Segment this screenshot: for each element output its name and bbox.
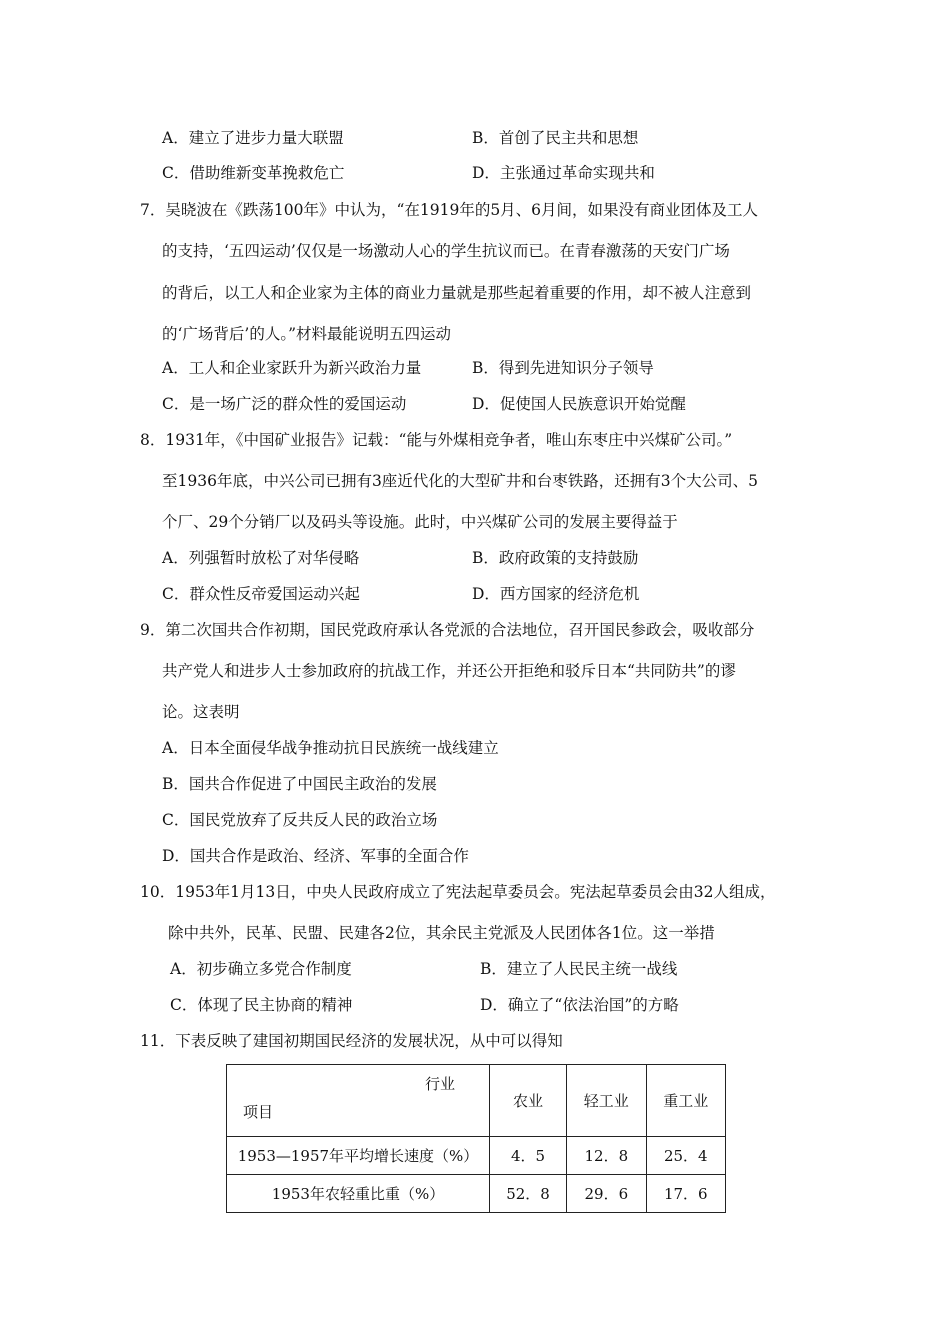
- q9-stem-line: 9．第二次国共合作初期，国民党政府承认各党派的合法地位，召开国民参政会，吸收部分: [140, 621, 755, 639]
- q9-option-c: C．国民党放弃了反共反人民的政治立场: [162, 811, 438, 829]
- q7-stem-line: 的支持，‘五四运动’仅仅是一场激动人心的学生抗议而已。在青春激荡的天安门广场: [162, 242, 730, 260]
- q6-option-a: A．建立了进步力量大联盟: [162, 129, 344, 147]
- q10-option-d: D．确立了“依法治国”的方略: [480, 996, 679, 1014]
- corner-label-industry: 行业: [424, 1075, 455, 1093]
- q10-stem-line: 除中共外，民革、民盟、民建各2位，其余民主党派及人民团体各1位。这一举措: [168, 924, 715, 942]
- q9-stem-line: 论。这表明: [162, 703, 240, 721]
- q11-stem: 11．下表反映了建国初期国民经济的发展状况，从中可以得知: [140, 1032, 563, 1050]
- q7-option-b: B．得到先进知识分子领导: [472, 359, 654, 377]
- economy-table: [226, 1064, 726, 1213]
- q10-option-b: B．建立了人民民主统一战线: [480, 960, 678, 978]
- q6-option-d: D．主张通过革命实现共和: [472, 164, 655, 182]
- corner-label-item: 项目: [243, 1103, 274, 1121]
- q7-option-d: D．促使国人民族意识开始觉醒: [472, 395, 686, 413]
- q7-option-c: C．是一场广泛的群众性的爱国运动: [162, 395, 407, 413]
- q8-stem-line: 至1936年底，中兴公司已拥有3座近代化的大型矿井和台枣铁路，还拥有3个大公司、5: [162, 472, 759, 490]
- table-corner-cell: [227, 1065, 490, 1137]
- q8-stem-line: 8．1931年，《中国矿业报告》记载：“能与外煤相竞争者，唯山东枣庄中兴煤矿公司。”: [140, 431, 733, 449]
- table-cell: 29．6: [567, 1175, 646, 1213]
- q9-option-d: D．国共合作是政治、经济、军事的全面合作: [162, 847, 469, 865]
- table-cell: 17．6: [646, 1175, 725, 1213]
- q6-option-c: C．借助维新变革挽救危亡: [162, 164, 345, 182]
- row-label: 1953年农轻重比重（%）: [227, 1175, 490, 1213]
- q6-option-b: B．首创了民主共和思想: [472, 129, 639, 147]
- q8-stem-line: 个厂、29个分销厂以及码头等设施。此时，中兴煤矿公司的发展主要得益于: [162, 513, 678, 531]
- q8-option-d: D．西方国家的经济危机: [472, 585, 640, 603]
- q8-option-b: B．政府政策的支持鼓励: [472, 549, 639, 567]
- q9-stem-line: 共产党人和进步人士参加政府的抗战工作，并还公开拒绝和驳斥日本“共同防共”的谬: [162, 662, 736, 680]
- q9-option-b: B．国共合作促进了中国民主政治的发展: [162, 775, 437, 793]
- q7-stem-line: 的‘广场背后’的人。”材料最能说明五四运动: [162, 325, 452, 343]
- q10-option-c: C．体现了民主协商的精神: [170, 996, 353, 1014]
- q7-stem-line: 的背后，以工人和企业家为主体的商业力量就是那些起着重要的作用，却不被人注意到: [162, 284, 752, 302]
- table-row: [227, 1137, 726, 1175]
- row-label: 1953—1957年平均增长速度（%）: [227, 1137, 490, 1175]
- q7-option-a: A．工人和企业家跃升为新兴政治力量: [162, 359, 422, 377]
- column-header: 轻工业: [567, 1065, 646, 1137]
- q10-stem-line: 10．1953年1月13日，中央人民政府成立了宪法起草委员会。宪法起草委员会由32人组成，: [140, 883, 776, 901]
- table-cell: 52．8: [490, 1175, 567, 1213]
- q8-option-a: A．列强暂时放松了对华侵略: [162, 549, 360, 567]
- q9-option-a: A．日本全面侵华战争推动抗日民族统一战线建立: [162, 739, 499, 757]
- q7-stem-line: 7．吴晓波在《跌荡100年》中认为，“在1919年的5月、6月间，如果没有商业团体及工人: [140, 201, 759, 219]
- column-header: 重工业: [646, 1065, 725, 1137]
- table-header-row: [227, 1065, 726, 1137]
- column-header: 农业: [490, 1065, 567, 1137]
- q10-option-a: A．初步确立多党合作制度: [170, 960, 352, 978]
- q8-option-c: C．群众性反帝爱国运动兴起: [162, 585, 360, 603]
- table-cell: 25．4: [646, 1137, 725, 1175]
- table-cell: 4．5: [490, 1137, 567, 1175]
- table-row: [227, 1175, 726, 1213]
- table-cell: 12．8: [567, 1137, 646, 1175]
